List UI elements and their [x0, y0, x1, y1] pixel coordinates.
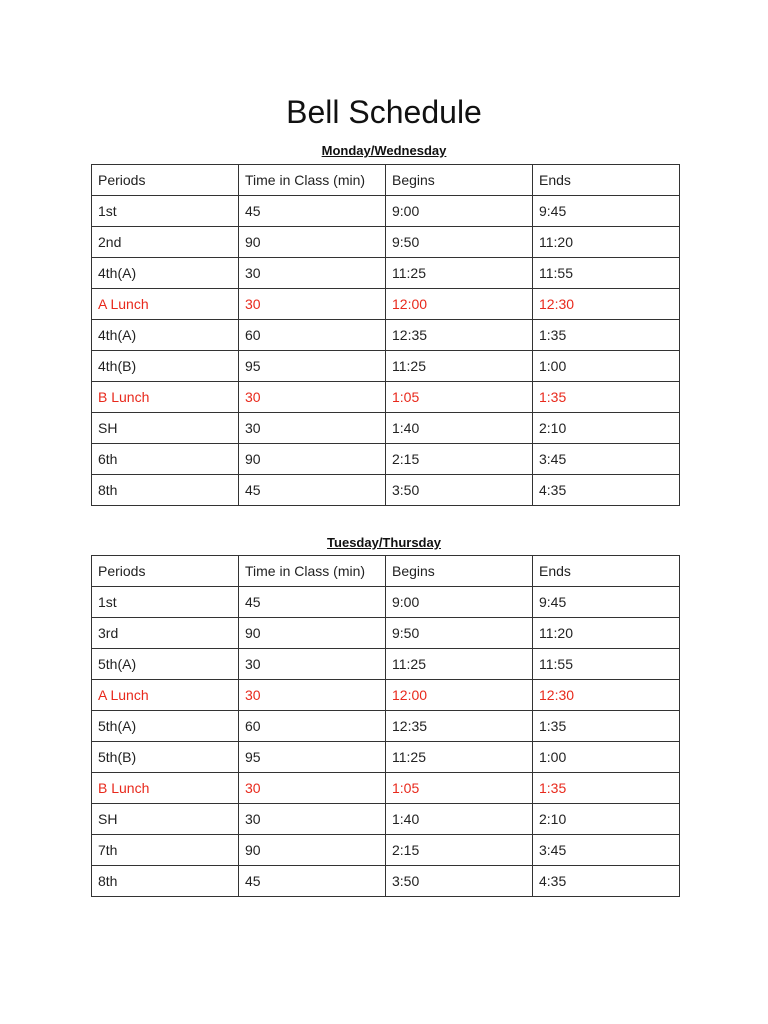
- cell-begins: 11:25: [386, 258, 533, 289]
- cell-ends: 1:00: [533, 742, 680, 773]
- cell-ends: 3:45: [533, 444, 680, 475]
- cell-period: 1st: [92, 587, 239, 618]
- cell-begins: 12:00: [386, 289, 533, 320]
- cell-ends: 9:45: [533, 196, 680, 227]
- cell-ends: 1:35: [533, 711, 680, 742]
- cell-period: A Lunch: [92, 289, 239, 320]
- cell-period: 4th(B): [92, 351, 239, 382]
- table-row: [92, 351, 680, 382]
- cell-time-in-class: 30: [239, 258, 386, 289]
- table-row: [92, 649, 680, 680]
- cell-ends: 1:35: [533, 773, 680, 804]
- column-header-periods: Periods: [92, 556, 239, 587]
- cell-time-in-class: 30: [239, 413, 386, 444]
- cell-ends: 3:45: [533, 835, 680, 866]
- cell-begins: 2:15: [386, 835, 533, 866]
- cell-time-in-class: 30: [239, 289, 386, 320]
- cell-time-in-class: 90: [239, 227, 386, 258]
- schedule-table-monday-wednesday: [91, 164, 680, 506]
- cell-begins: 11:25: [386, 742, 533, 773]
- cell-time-in-class: 95: [239, 351, 386, 382]
- cell-period: 6th: [92, 444, 239, 475]
- cell-ends: 11:55: [533, 649, 680, 680]
- column-header-ends: Ends: [533, 556, 680, 587]
- cell-begins: 11:25: [386, 649, 533, 680]
- cell-begins: 9:50: [386, 618, 533, 649]
- cell-time-in-class: 60: [239, 320, 386, 351]
- column-header-periods: Periods: [92, 165, 239, 196]
- cell-time-in-class: 95: [239, 742, 386, 773]
- cell-ends: 11:55: [533, 258, 680, 289]
- cell-begins: 12:35: [386, 320, 533, 351]
- cell-time-in-class: 30: [239, 773, 386, 804]
- cell-period: 5th(A): [92, 649, 239, 680]
- cell-begins: 12:35: [386, 711, 533, 742]
- cell-time-in-class: 90: [239, 835, 386, 866]
- section-heading-monday-wednesday: Monday/Wednesday: [321, 143, 447, 158]
- cell-period: 4th(A): [92, 258, 239, 289]
- cell-begins: 1:40: [386, 413, 533, 444]
- cell-time-in-class: 45: [239, 196, 386, 227]
- cell-ends: 11:20: [533, 618, 680, 649]
- cell-period: 8th: [92, 475, 239, 506]
- cell-begins: 11:25: [386, 351, 533, 382]
- cell-time-in-class: 30: [239, 382, 386, 413]
- table-row: [92, 866, 680, 897]
- cell-ends: 1:35: [533, 382, 680, 413]
- cell-period: 5th(A): [92, 711, 239, 742]
- cell-time-in-class: 30: [239, 680, 386, 711]
- cell-ends: 1:00: [533, 351, 680, 382]
- section-heading-tuesday-thursday: Tuesday/Thursday: [327, 535, 441, 550]
- cell-time-in-class: 45: [239, 587, 386, 618]
- cell-begins: 2:15: [386, 444, 533, 475]
- cell-begins: 3:50: [386, 475, 533, 506]
- table-row: [92, 711, 680, 742]
- cell-period: 5th(B): [92, 742, 239, 773]
- cell-ends: 4:35: [533, 866, 680, 897]
- cell-time-in-class: 30: [239, 804, 386, 835]
- table-row-lunch: [92, 382, 680, 413]
- cell-period: SH: [92, 804, 239, 835]
- cell-begins: 9:50: [386, 227, 533, 258]
- cell-ends: 1:35: [533, 320, 680, 351]
- cell-period: 7th: [92, 835, 239, 866]
- page-title: Bell Schedule: [286, 94, 482, 130]
- cell-begins: 12:00: [386, 680, 533, 711]
- column-header-begins: Begins: [386, 556, 533, 587]
- cell-ends: 9:45: [533, 587, 680, 618]
- column-header-begins: Begins: [386, 165, 533, 196]
- table-row: [92, 804, 680, 835]
- table-row: [92, 475, 680, 506]
- cell-begins: 9:00: [386, 196, 533, 227]
- cell-time-in-class: 45: [239, 866, 386, 897]
- table-header-row: [92, 556, 680, 587]
- cell-ends: 2:10: [533, 804, 680, 835]
- cell-time-in-class: 60: [239, 711, 386, 742]
- cell-time-in-class: 45: [239, 475, 386, 506]
- table-row-lunch: [92, 773, 680, 804]
- cell-time-in-class: 30: [239, 649, 386, 680]
- cell-period: 3rd: [92, 618, 239, 649]
- cell-ends: 12:30: [533, 680, 680, 711]
- column-header-time-in-class: Time in Class (min): [239, 556, 386, 587]
- table-row: [92, 444, 680, 475]
- table-row: [92, 742, 680, 773]
- cell-begins: 9:00: [386, 587, 533, 618]
- cell-period: 1st: [92, 196, 239, 227]
- table-row: [92, 196, 680, 227]
- table-row: [92, 413, 680, 444]
- cell-time-in-class: 90: [239, 618, 386, 649]
- cell-ends: 2:10: [533, 413, 680, 444]
- cell-period: SH: [92, 413, 239, 444]
- table-row: [92, 227, 680, 258]
- cell-period: 4th(A): [92, 320, 239, 351]
- cell-begins: 1:05: [386, 382, 533, 413]
- table-row-lunch: [92, 680, 680, 711]
- cell-begins: 1:40: [386, 804, 533, 835]
- cell-period: 2nd: [92, 227, 239, 258]
- cell-period: B Lunch: [92, 382, 239, 413]
- cell-period: 8th: [92, 866, 239, 897]
- cell-period: A Lunch: [92, 680, 239, 711]
- table-row: [92, 320, 680, 351]
- column-header-time-in-class: Time in Class (min): [239, 165, 386, 196]
- cell-time-in-class: 90: [239, 444, 386, 475]
- cell-ends: 11:20: [533, 227, 680, 258]
- cell-begins: 1:05: [386, 773, 533, 804]
- table-row: [92, 258, 680, 289]
- table-row: [92, 618, 680, 649]
- schedule-table-tuesday-thursday: [91, 555, 680, 897]
- table-row: [92, 587, 680, 618]
- table-header-row: [92, 165, 680, 196]
- table-row-lunch: [92, 289, 680, 320]
- cell-ends: 12:30: [533, 289, 680, 320]
- table-row: [92, 835, 680, 866]
- column-header-ends: Ends: [533, 165, 680, 196]
- cell-period: B Lunch: [92, 773, 239, 804]
- cell-ends: 4:35: [533, 475, 680, 506]
- cell-begins: 3:50: [386, 866, 533, 897]
